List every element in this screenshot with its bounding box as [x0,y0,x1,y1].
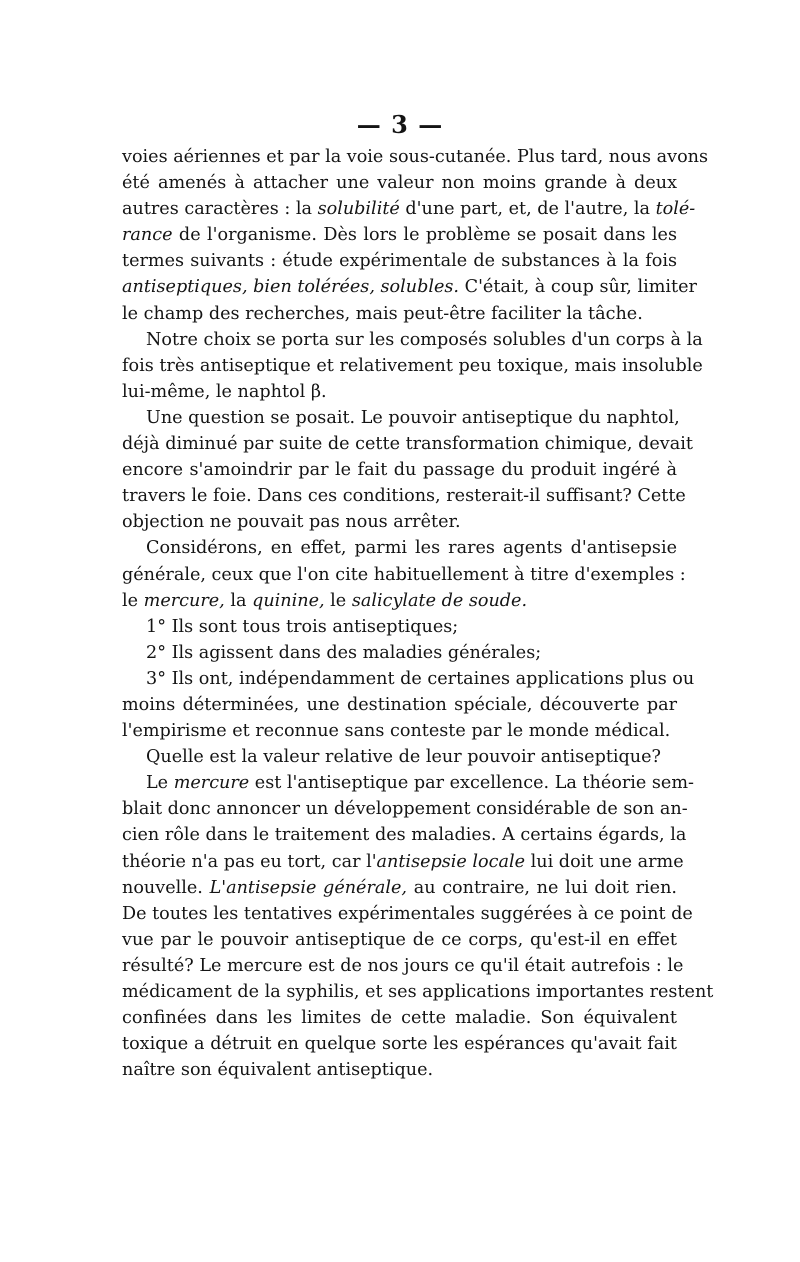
text-segment: le [324,590,352,611]
text-line [122,796,688,822]
text-segment: 3° Ils ont, indépendamment de certaines applications plus ou [146,668,695,689]
text-segment: 1° Ils sont tous trois antiseptiques; [146,616,459,637]
italic-text: solubilité [317,199,400,220]
text-line [122,509,677,535]
text-segment: Le [146,773,174,794]
text-segment: résulté? Le mercure est de nos jours ce qu'il était autrefois : le [122,955,684,976]
text-segment: Considérons, en effet, parmi les rares agents d'antisepsie [146,538,677,559]
text-segment: blait donc annoncer un développement considérable de son an- [122,799,688,820]
text-line [122,379,677,405]
italic-text: quinine, [252,590,325,611]
text-segment: De toutes les tentatives expérimentales suggérées à ce point de [122,903,693,924]
italic-text: salicylate de soude. [351,590,528,611]
text-line [122,692,677,718]
text-segment: toxique a détruit en quelque sorte les espérances qu'avait fait [122,1034,677,1055]
text-line [122,144,709,170]
text-line [122,927,677,953]
text-line [122,405,680,431]
text-line [122,457,677,483]
text-segment: travers le foie. Dans ces conditions, resterait-il suffisant? Cette [122,486,686,507]
text-line [122,222,677,248]
text-segment: au contraire, ne lui doit rien. [407,877,677,898]
text-line [122,196,696,222]
italic-text: tolé- [655,199,696,220]
text-segment: fois très antiseptique et relativement peu toxique, mais insoluble [122,355,703,376]
text-line [122,170,677,196]
text-line [122,953,684,979]
text-segment: été amenés à attacher une valeur non moins grande à deux [122,173,677,194]
text-line [122,770,694,796]
italic-text: antiseptiques, bien tolérées, solubles. [122,277,460,298]
text-segment: déjà diminué par suite de cette transformation chimique, devait [122,434,693,455]
text-segment: encore s'amoindrir par le fait du passage du produit ingéré à [122,460,677,481]
text-segment: le champ des recherches, mais peut-être faciliter la tâche. [122,303,643,324]
text-segment: C'était, à coup sûr, limiter [459,277,697,298]
text-segment: théorie n'a pas eu tort, car l' [122,851,377,872]
text-line [122,301,677,327]
text-line [122,327,703,353]
text-line [122,614,677,640]
text-segment: la [224,590,253,611]
text-segment: termes suivants : étude expérimentale de substances à la fois [122,251,677,272]
text-line [122,822,687,848]
text-line [122,1031,677,1057]
text-segment: l'empirisme et reconnue sans conteste par le monde médical. [122,721,671,742]
text-segment: lui doit une arme [525,851,684,872]
text-segment: moins déterminées, une destination spéciale, découverte par [122,694,677,715]
text-line [122,1057,677,1083]
italic-text: mercure [173,773,250,794]
italic-text: rance [122,225,173,246]
text-line [122,1005,677,1031]
text-segment: d'une part, et, de l'autre, la [399,199,656,220]
text-line [122,588,677,614]
text-line [122,483,686,509]
text-segment: vue par le pouvoir antiseptique de ce corps, qu'est-il en effet [122,929,677,950]
text-line [122,640,677,666]
text-line [122,535,677,561]
text-line [122,248,677,274]
italic-text: antisepsie locale [376,851,526,872]
text-line [122,353,703,379]
text-line [122,979,714,1005]
italic-text: L'antisepsie générale, [209,877,408,898]
text-segment: naître son équivalent antiseptique. [122,1060,434,1081]
text-segment: objection ne pouvait pas nous arrêter. [122,512,461,533]
text-segment: médicament de la syphilis, et ses applications importantes restent [122,982,714,1002]
text-segment: est l'antiseptique par excellence. La théorie sem- [249,773,694,794]
page-number: — 3 — [356,110,444,139]
text-segment: Notre choix se porta sur les composés solubles d'un corps à la [146,329,703,350]
text-line [122,666,695,692]
text-segment: confinées dans les limites de cette maladie. Son équivalent [122,1008,677,1029]
text-line [122,875,677,901]
text-segment: de l'organisme. Dès lors le problème se posait dans les [172,225,677,246]
text-line [122,562,686,588]
text-line [122,274,697,300]
text-segment: Une question se posait. Le pouvoir antiseptique du naphtol, [146,407,680,428]
italic-text: mercure, [143,590,225,611]
text-line [122,718,677,744]
text-segment: générale, ceux que l'on cite habituellement à titre d'exemples : [122,564,686,585]
text-segment: le [122,590,144,611]
body-text [122,144,714,1083]
text-segment: autres caractères : la [122,199,318,220]
text-line [122,744,677,770]
text-segment: cien rôle dans le traitement des maladies. A certains égards, la [122,825,687,846]
text-segment: Quelle est la valeur relative de leur pouvoir antiseptique? [146,747,661,768]
text-line [122,431,693,457]
text-line [122,849,684,875]
text-segment: nouvelle. [122,877,210,898]
text-segment: 2° Ils agissent dans des maladies générales; [146,642,542,663]
text-segment: lui-même, le naphtol β. [122,381,327,402]
text-segment: voies aériennes et par la voie sous-cutanée. Plus tard, nous avons [122,147,709,167]
text-line [122,901,693,927]
